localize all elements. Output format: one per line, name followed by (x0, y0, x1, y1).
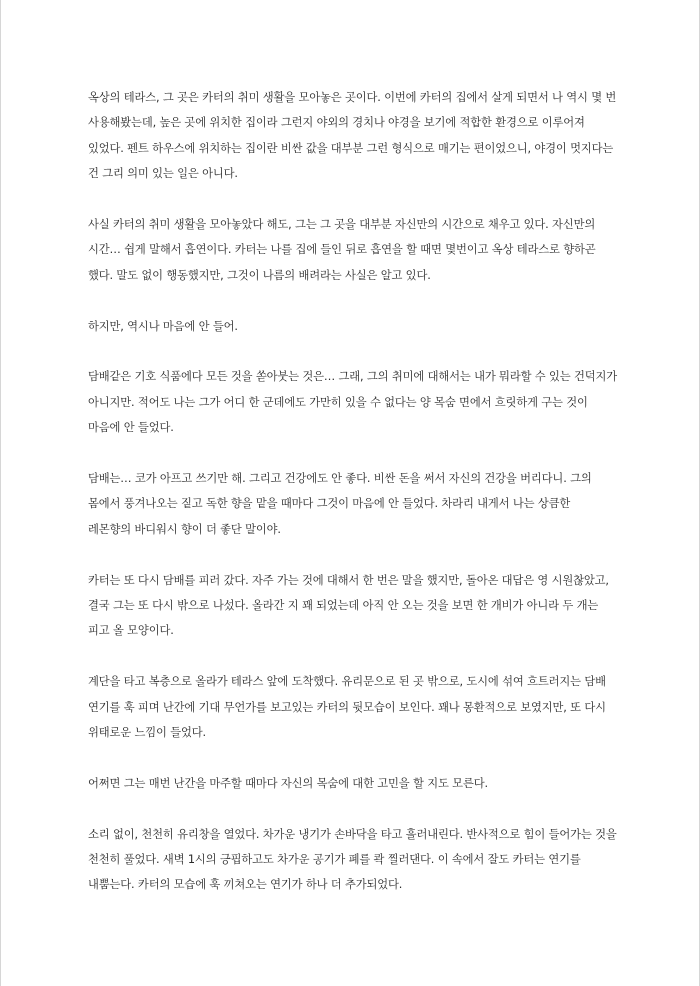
text-line: 사용해봤는데, 높은 곳에 위치한 집이라 그런지 야외의 경치나 야경을 보기에 적합한 환경으로 이루어져 (88, 116, 585, 130)
text-line: 마음에 안 들었다. (88, 421, 174, 435)
text-line: 결국 그는 또 다시 밖으로 나섰다. 올라간 지 꽤 되었는데 아직 안 오는 것을 보면 한 개비가 아니라 두 개는 (88, 599, 599, 613)
text-line: 몸에서 풍겨나오는 짙고 독한 향을 맡을 때마다 그것이 마음에 안 들었다. 차라리 내게서 나는 상큼한 (88, 497, 571, 511)
paragraph-3 (88, 314, 618, 339)
text-line: 건 그리 의미 있는 일은 아니다. (88, 167, 238, 181)
text-line: 하지만, 역시나 마음에 안 들어. (88, 319, 238, 333)
text-line: 했다. 말도 없이 행동했지만, 그것이 나름의 배려라는 사실은 알고 있다. (88, 268, 431, 282)
paragraph-6 (88, 568, 618, 644)
document-body (88, 85, 618, 923)
paragraph-8 (88, 771, 618, 796)
paragraph-4 (88, 364, 618, 440)
text-line: 레몬향의 바디워시 향이 더 좋단 말이야. (88, 522, 281, 536)
text-line: 연기를 훅 피며 난간에 기대 무언가를 보고있는 카터의 뒷모습이 보인다. 꽤나 몽환적으로 보였지만, 또 다시 (88, 700, 606, 714)
text-line: 사실 카터의 취미 생활을 모아놓았다 해도, 그는 그 곳을 대부분 자신만의 시간으로 채우고 있다. 자신만의 (88, 218, 596, 232)
text-line: 위태로운 느낌이 들었다. (88, 726, 206, 740)
paragraph-5 (88, 466, 618, 542)
text-line: 내뿜는다. 카터의 모습에 훅 끼쳐오는 연기가 하나 더 추가되었다. (88, 878, 403, 892)
text-line: 시간… 쉽게 말해서 흡연이다. 카터는 나를 집에 들인 뒤로 흡연을 할 때면 몇번이고 옥상 테라스로 향하곤 (88, 243, 596, 257)
paragraph-7 (88, 669, 618, 745)
text-line: 피고 올 모양이다. (88, 624, 174, 638)
text-line: 천천히 풀었다. 새벽 1시의 긍핍하고도 차가운 공기가 폐를 콱 찔러댄다. 이 속에서 잘도 카터는 연기를 (88, 853, 581, 867)
text-line: 있었다. 펜트 하우스에 위치하는 집이란 비싼 값을 대부분 그런 형식으로 매기는 편이었으니, 야경이 멋지다는 (88, 141, 614, 155)
paragraph-2 (88, 212, 618, 288)
paragraph-9 (88, 822, 618, 898)
paragraph-1 (88, 85, 618, 187)
text-line: 옥상의 테라스, 그 곳은 카터의 취미 생활을 모아놓은 곳이다. 이번에 카터의 집에서 살게 되면서 나 역시 몇 번 (88, 91, 617, 104)
text-line: 카터는 또 다시 담배를 피러 갔다. 자주 가는 것에 대해서 한 번은 말을 했지만, 돌아온 대답은 영 시원찮았고, (88, 573, 609, 587)
text-line: 담배같은 기호 식품에다 모든 것을 쏟아붓는 것은… 그래, 그의 취미에 대해서는 내가 뭐라할 수 있는 건덕지가 (88, 370, 618, 384)
text-line: 어쩌면 그는 매번 난간을 마주할 때마다 자신의 목숨에 대한 고민을 할 지도 모른다. (88, 776, 488, 790)
text-line: 계단을 타고 복층으로 올라가 테라스 앞에 도착했다. 유리문으로 된 곳 밖으로, 도시에 섞여 흐트러지는 담배 (88, 675, 606, 689)
text-line: 아니지만. 적어도 나는 그가 어디 한 군데에도 가만히 있을 수 없다는 양 목숨 면에서 흐릿하게 구는 것이 (88, 395, 588, 409)
text-line: 담배는… 코가 아프고 쓰기만 해. 그리고 건강에도 안 좋다. 비싼 돈을 써서 자신의 건강을 버리다니. 그의 (88, 472, 592, 486)
text-line: 소리 없이, 천천히 유리창을 열었다. 차가운 냉기가 손바닥을 타고 흘러내린다. 반사적으로 힘이 들어가는 것을 (88, 827, 617, 841)
